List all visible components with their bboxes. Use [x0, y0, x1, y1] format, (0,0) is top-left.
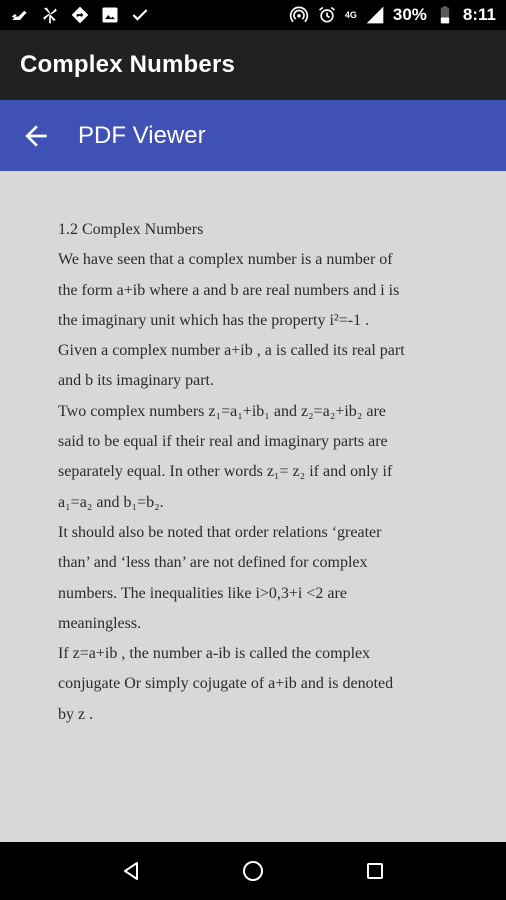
pdf-text-line: numbers. The inequalities like i>0,3+i <2 are: [58, 584, 347, 602]
status-bar: [0, 0, 506, 30]
pdf-text-line: and b its imaginary part.: [58, 372, 214, 390]
nav-back-button[interactable]: [101, 842, 161, 900]
pdf-text-line: a₁=a₂ and b₁=b₂.: [58, 493, 164, 511]
hotspot-icon: [289, 5, 309, 25]
home-circle-icon: [241, 859, 265, 883]
speed-icon: [10, 5, 30, 25]
back-triangle-icon: [119, 859, 143, 883]
direction-icon: [70, 5, 90, 25]
notification-icons: [10, 5, 150, 25]
app-bar: [0, 30, 506, 100]
pdf-text-line: said to be equal if their real and imaginary parts are: [58, 433, 388, 451]
nav-home-button[interactable]: [223, 842, 283, 900]
clock: 8:11: [462, 5, 496, 24]
navigation-bar: [0, 842, 506, 900]
pdf-text-line: separately equal. In other words z₁= z₂ if and only if: [58, 463, 393, 481]
check-icon: [130, 5, 150, 25]
signal-icon: [365, 5, 385, 25]
pdf-text-line: Given a complex number a+ib , a is called its real part: [58, 342, 405, 360]
pdf-text-block: [58, 215, 458, 730]
pdf-text-line: by z .: [58, 705, 94, 723]
pdf-text-line: 1.2 Complex Numbers: [58, 221, 204, 238]
windmill-icon: [40, 5, 60, 25]
pdf-text-line: the imaginary unit which has the property i²=-1 .: [58, 311, 370, 329]
pdf-text-line: than’ and ‘less than’ are not defined for complex: [58, 554, 368, 572]
app-title: Complex Numbers: [20, 51, 236, 78]
alarm-icon: [317, 5, 337, 25]
network-type-label: 4G: [344, 9, 357, 20]
viewer-title: PDF Viewer: [78, 121, 206, 149]
battery-icon: [435, 5, 455, 25]
pdf-text-line: Two complex numbers z₁=a₁+ib₁ and z₂=a₂+ib₂ are: [58, 402, 386, 420]
pdf-text-line: If z=a+ib , the number a-ib is called the complex: [58, 645, 371, 663]
back-button[interactable]: [0, 100, 72, 171]
recents-square-icon: [363, 859, 387, 883]
pdf-text-line: meaningless.: [58, 614, 142, 632]
battery-percent: 30%: [392, 5, 427, 24]
pdf-text-line: the form a+ib where a and b are real numbers and i is: [58, 281, 400, 299]
pdf-text-line: We have seen that a complex number is a number of: [58, 251, 393, 269]
pdf-text-line: conjugate Or simply cojugate of a+ib and is denoted: [58, 675, 394, 693]
pdf-page[interactable]: [0, 171, 506, 842]
viewer-toolbar: [0, 100, 506, 171]
pdf-text-line: It should also be noted that order relations ‘greater: [58, 523, 382, 541]
system-status: [289, 5, 496, 25]
nav-recents-button[interactable]: [345, 842, 405, 900]
arrow-back-icon: [20, 120, 52, 152]
image-icon: [100, 5, 120, 25]
